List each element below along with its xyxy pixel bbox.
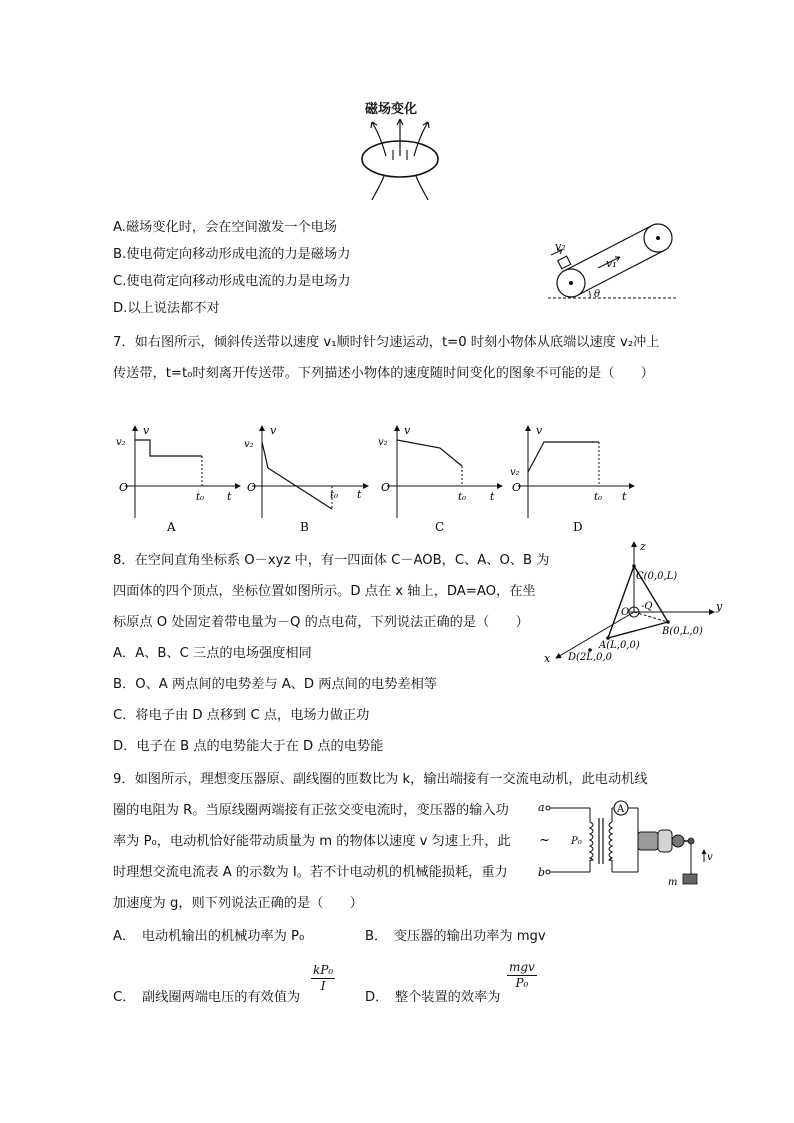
svg-text:-Q: -Q [641,601,653,612]
magnetic-field-figure [350,116,450,200]
svg-text:x: x [544,652,551,665]
q9-stem-line4: 时理想交流电流表 A 的示数为 I。若不计电动机的机械能损耗，重力 [113,865,508,880]
svg-text:O: O [381,481,391,494]
belt-v1-label: v₁ [606,257,617,270]
svg-text:v₂: v₂ [510,467,520,478]
q6-option-d: D.以上说法都不对 [113,301,220,316]
svg-text:O: O [119,481,129,494]
q7-stem-line2: 传送带，t=t₀时刻离开传送带。下列描述小物体的速度随时间变化的图象不可能的是（ ） [113,366,654,381]
q9-option-d-fraction: mgv P₀ [509,960,535,990]
svg-text:v₂: v₂ [244,439,254,450]
tetrahedron-figure [538,536,728,666]
svg-text:D(2L,0,0: D(2L,0,0 [568,652,613,663]
q7-stem-line1: 7．如右图所示，倾斜传送带以速度 v₁顺时针匀速运动，t=0 时刻小物体从底端以速度 v₂冲上 [113,335,660,350]
svg-text:v: v [536,424,543,437]
q8-option-b: B．O、A 两点间的电势差与 A、D 两点间的电势差相等 [113,677,437,692]
svg-text:t: t [622,490,627,503]
svg-text:v₂: v₂ [378,437,388,448]
q9-stem-line2: 圈的电阻为 R。当原线圈两端接有正弦交变电流时，变压器的输入功 [113,803,509,818]
svg-text:v: v [270,424,277,437]
svg-text:v: v [707,852,713,863]
svg-text:v: v [143,424,150,437]
svg-text:A: A [617,804,625,815]
q6-option-c: C.使电荷定向移动形成电流的力是电场力 [113,274,351,289]
svg-text:~: ~ [539,833,550,848]
svg-text:v₂: v₂ [116,437,126,448]
q8-stem-line3: 标原点 O 处固定着带电量为－Q 的点电荷，下列说法正确的是（ ） [113,615,529,630]
q9-stem-line3: 率为 P₀，电动机恰好能带动质量为 m 的物体以速度 v 匀速上升，此 [113,834,511,849]
svg-text:m: m [668,877,678,888]
q8-stem-line1: 8．在空间直角坐标系 O－xyz 中，有一四面体 C－AOB，C、A、O、B 为 [113,553,550,568]
graph-a [116,424,240,534]
graph-b [244,424,368,534]
svg-text:O: O [247,481,257,494]
svg-text:t: t [357,488,362,501]
q9-stem-line1: 9．如图所示，理想变压器原、副线圈的匝数比为 k，输出端接有一交流电动机，此电动机线 [113,772,648,787]
svg-text:t: t [227,490,232,503]
q8-option-c: C．将电子由 D 点移到 C 点，电场力做正功 [113,708,370,723]
svg-text:t₀: t₀ [196,492,205,503]
svg-text:y: y [716,600,723,613]
q6-option-b: B.使电荷定向移动形成电流的力是磁场力 [113,247,351,262]
belt-v2-label: v₂ [555,240,566,253]
q9-option-a: A． 电动机输出的机械功率为 P₀ [113,929,305,944]
q9-stem-line5: 加速度为 g，则下列说法正确的是（ ） [113,896,363,911]
graph-c [378,424,502,534]
svg-text:A(L,0,0): A(L,0,0) [599,640,640,651]
graph-d [510,424,634,534]
q6-option-a: A.磁场变化时，会在空间激发一个电场 [113,220,337,235]
q9-option-b: B． 变压器的输出功率为 mgv [365,929,546,944]
svg-text:a: a [538,801,545,814]
magnetic-change-label: 磁场变化 [365,102,418,117]
q8-stem-line2: 四面体的四个顶点，坐标位置如图所示。D 点在 x 轴上，DA=AO，在坐 [113,584,536,599]
q7-graphs [110,418,650,540]
q9-option-c: C． 副线圈两端电压的有效值为 [113,990,301,1005]
svg-text:t₀: t₀ [330,490,339,501]
q9-option-c-fraction: $\frac{\text{kP₀}}{I}$ [313,963,334,993]
svg-text:t₀: t₀ [458,492,467,503]
svg-text:z: z [640,540,646,553]
belt-theta-label: θ [594,289,601,300]
q9-option-d: D． 整个装置的效率为 [365,990,501,1005]
graph-c-label: C [435,520,445,534]
svg-text:t₀: t₀ [594,492,603,503]
transformer-motor-figure [534,798,714,890]
svg-text:O: O [512,481,522,494]
graph-d-label: D [573,520,583,534]
svg-text:b: b [538,866,546,879]
graph-b-label: B [300,520,309,534]
svg-text:P₀: P₀ [571,836,582,847]
svg-text:v: v [404,424,411,437]
svg-text:C(0,0,L): C(0,0,L) [636,571,678,582]
svg-text:t: t [490,490,495,503]
svg-text:O: O [621,607,630,618]
graph-a-label: A [167,520,176,534]
q8-option-a: A．A、B、C 三点的电场强度相同 [113,646,312,661]
svg-text:B(0,L,0): B(0,L,0) [662,626,703,637]
conveyor-belt-figure [538,212,688,306]
q8-option-d: D．电子在 B 点的电势能大于在 D 点的电势能 [113,739,384,754]
